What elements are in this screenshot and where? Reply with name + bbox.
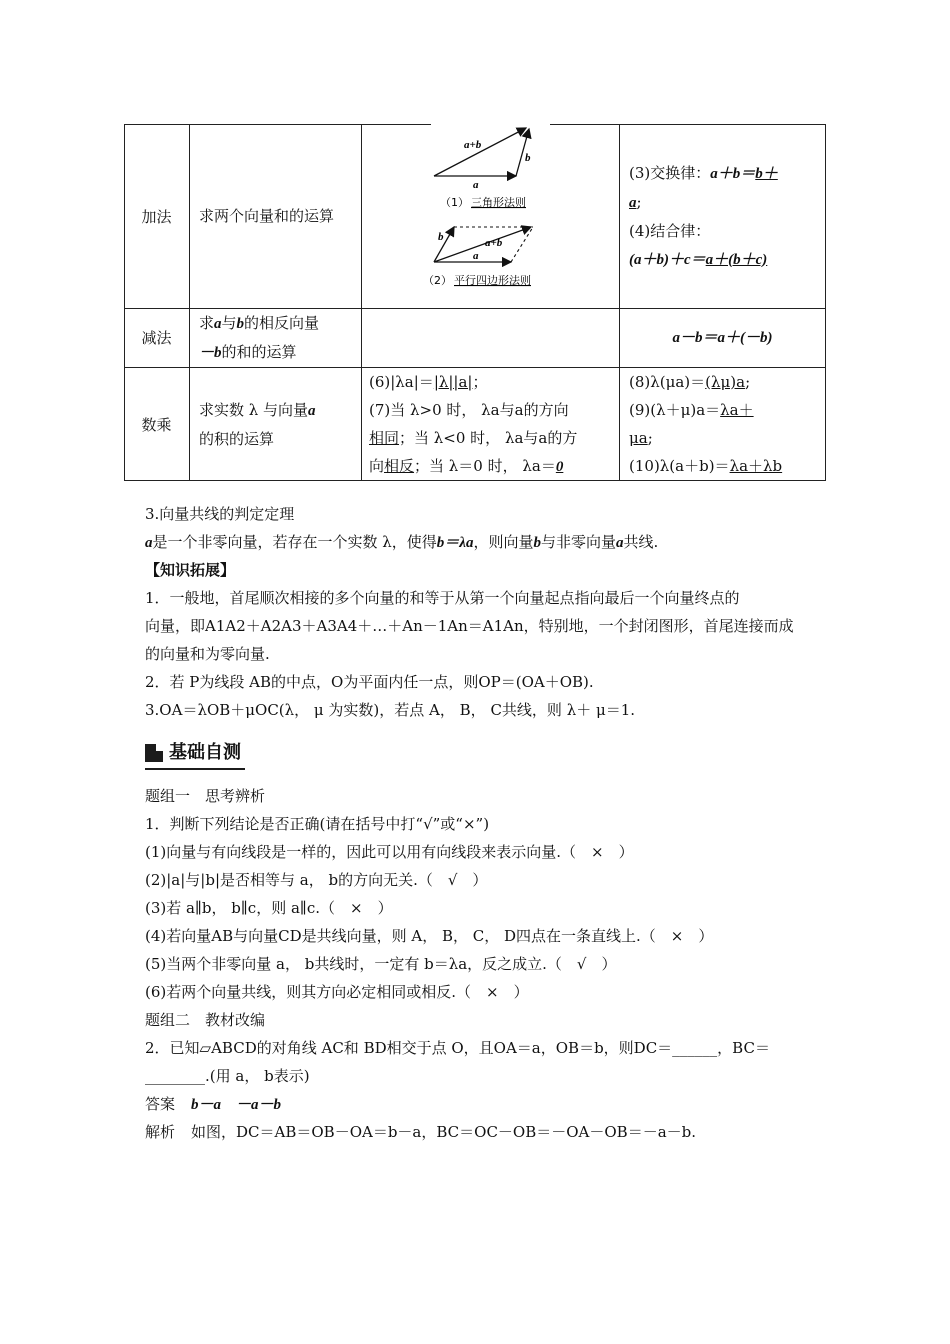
vector-a: a	[615, 535, 624, 551]
text: ；	[472, 372, 488, 391]
table-row-scalar-multiplication	[124, 367, 826, 481]
text: 与	[221, 313, 237, 332]
text: (6)|λa|＝	[369, 372, 434, 391]
associative-label: (4)结合律：	[629, 221, 711, 240]
scalar-laws	[619, 367, 826, 481]
extension-point-3: 3.OA＝λOB＋μOC(λ， μ 为实数)，若点 A， B， C共线，则 λ＋ μ＝1.	[145, 701, 636, 719]
question-1-item: (4)若向量AB与向量CD是共线向量，则 A， B， C， D四点在一条直线上.（ × ）	[145, 927, 714, 945]
answer-value: b－a －a－b	[191, 1097, 282, 1113]
parallelogram-caption: 平行四边形法则	[454, 274, 531, 287]
answer-label: 答案	[145, 1095, 176, 1113]
scalar-properties	[361, 367, 619, 481]
operation-name: 减法	[141, 329, 172, 347]
knowledge-extension-title: 【知识拓展】	[145, 561, 236, 579]
question-1: 1．判断下列结论是否正确(请在括号中打“√”或“×”)	[145, 815, 490, 833]
subtraction-law	[619, 308, 826, 367]
operation-name: 数乘	[141, 415, 172, 434]
answer-fill: |λ||a|	[433, 372, 473, 391]
analysis-text: 如图，DC＝AB＝OB－OA＝b－a，BC＝OC－OB＝－OA－OB＝－a－b.	[191, 1123, 697, 1141]
text: (8)λ(μa)＝	[629, 373, 706, 391]
extension-point-1-line-2: 向量，即A1A2＋A2A3＋A3A4＋…＋An－1An＝A1An，特别地，一个封闭图形，首尾连接而成	[145, 617, 794, 635]
commutative-answer-cont: a	[629, 194, 637, 211]
text: ；当 λ<0 时， λa与a的方	[399, 428, 578, 447]
vector-b: b	[236, 315, 245, 332]
operation-definition: 求两个向量和的运算	[199, 207, 335, 225]
associative-lhs: (a＋b)＋c＝	[629, 251, 706, 268]
text: 求实数 λ 与向量	[199, 400, 309, 419]
text: 求	[199, 313, 215, 332]
text: 与非零向量	[540, 533, 616, 551]
text: 向	[369, 456, 385, 475]
triangle-a-label: a	[473, 179, 479, 191]
analysis-label: 解析	[145, 1123, 176, 1141]
section-square-notch	[156, 744, 163, 751]
commutative-lhs: a＋b＝	[710, 165, 756, 182]
answer-fill: μa	[629, 429, 648, 447]
answer-line	[145, 1090, 830, 1119]
text: ;	[745, 373, 751, 391]
parallelogram-a-label: a	[473, 250, 479, 262]
question-1-item: (1)向量与有向线段是一样的，因此可以用有向线段来表示向量.（ × ）	[145, 843, 634, 861]
text: (7)当 λ>0 时， λa与a的方向	[369, 400, 569, 419]
text: ，则向量	[473, 533, 534, 551]
question-1-item: (3)若 a∥b， b∥c，则 a∥c.（ × ）	[145, 899, 393, 917]
subtraction-formula: a－b＝a＋(－b)	[672, 329, 773, 346]
triangle-rule-figure	[434, 128, 531, 209]
answer-fill: (λμ)a	[705, 373, 746, 391]
extension-point-1-line-3: 的向量和为零向量.	[145, 645, 270, 663]
commutative-answer: b＋	[755, 165, 778, 182]
operation-name: 加法	[141, 207, 172, 226]
table-row-addition	[124, 124, 826, 308]
text: ；当 λ＝0 时， λa＝	[414, 456, 556, 475]
collinear-theorem-title: 3.向量共线的判定定理	[145, 505, 295, 523]
parallelogram-caption-number: （2）	[423, 274, 452, 287]
text: ;	[647, 429, 653, 447]
answer-fill: λa＋	[720, 401, 754, 419]
text: (9)(λ＋μ)a＝	[629, 401, 721, 419]
vector-a: a	[214, 315, 222, 332]
parallelogram-sum-label: a+b	[485, 237, 503, 249]
vector-a: a	[145, 535, 153, 551]
vector-neg-b: －b	[199, 344, 222, 361]
addition-laws	[619, 124, 826, 308]
collinear-theorem-text	[145, 528, 830, 557]
operation-definition	[189, 308, 361, 367]
question-1-item: (6)若两个向量共线，则其方向必定相同或相反.（ × ）	[145, 983, 529, 1001]
triangle-sum-label: a+b	[464, 139, 482, 151]
vector-b: b	[533, 535, 541, 551]
question-2-line-2: ________.(用 a， b表示)	[145, 1067, 310, 1085]
text: 的积的运算	[199, 429, 275, 448]
triangle-b-label: b	[525, 152, 531, 164]
parallelogram-rule-figure	[423, 227, 533, 287]
analysis-line	[145, 1118, 830, 1146]
addition-diagram-cell	[361, 124, 619, 308]
group-1-title: 题组一 思考辨析	[145, 787, 266, 805]
addition-rules-figure	[361, 124, 619, 308]
vector-a: a	[308, 402, 316, 419]
extension-point-1-line-1: 1．一般地，首尾顺次相接的多个向量的和等于从第一个向量起点指向最后一个向量终点的	[145, 589, 740, 607]
text: 是一个非零向量，若存在一个实数 λ，使得	[152, 533, 437, 551]
table-row-subtraction	[124, 308, 826, 367]
answer-fill: 0	[555, 458, 564, 475]
group-2-title: 题组二 教材改编	[145, 1011, 266, 1029]
section-title: 基础自测	[169, 742, 241, 763]
question-1-item: (2)|a|与|b|是否相等与 a， b的方向无关.（ √ ）	[145, 871, 488, 889]
text: 的相反向量	[244, 313, 320, 332]
answer-fill: 相同	[369, 428, 400, 447]
parallelogram-b-label: b	[438, 231, 444, 243]
operation-definition	[189, 367, 361, 481]
semicolon: ;	[636, 192, 642, 211]
triangle-caption-number: （1）	[440, 196, 469, 209]
text: (10)λ(a＋b)＝	[629, 457, 730, 475]
commutative-label: (3)交换律：	[629, 163, 711, 182]
answer-fill: 相反	[384, 456, 415, 475]
equation: b＝λa	[436, 535, 474, 551]
associative-answer: a＋(b＋c)	[705, 251, 768, 268]
section-underline	[145, 768, 245, 770]
text: 共线.	[623, 533, 659, 551]
triangle-caption: 三角形法则	[471, 196, 526, 209]
question-2-line-1: 2．已知▱ABCD的对角线 AC和 BD相交于点 O，且OA＝a，OB＝b，则DC＝______，BC＝	[145, 1039, 770, 1057]
question-1-item: (5)当两个非零向量 a， b共线时，一定有 b＝λa，反之成立.（ √ ）	[145, 955, 617, 973]
text: 的和的运算	[221, 342, 297, 361]
extension-point-2: 2．若 P为线段 AB的中点，O为平面内任一点，则OP＝(OA＋OB).	[145, 673, 594, 691]
section-heading	[145, 738, 245, 770]
vector-operations-table	[124, 124, 826, 481]
answer-fill: λa＋λb	[729, 457, 783, 475]
